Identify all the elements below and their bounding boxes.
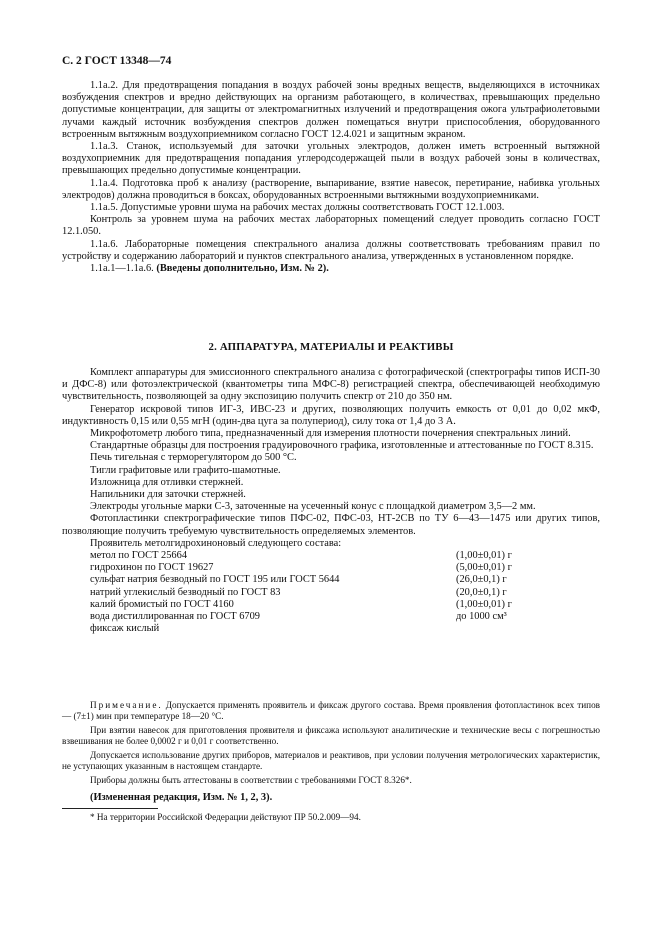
table-row: [90, 550, 512, 562]
paragraph-spectral-kit: Комплект аппаратуры для эмиссионного спектрального анализа с фотографической (спектрографы типов ИСП-30 и ДФС-8) или фотоэлектрической (квантометры типа МФС-8) регистрацией спектра, обеспечивающей необходимую чувствительность, позволяющей за одну экспозицию получить спектр от 210 до 350 нм.: [62, 367, 600, 403]
paragraph-alternatives: Допускается использование других приборов, материалов и реактивов, при условии получения метрологических характеристик, не уступающих указанным в настоящем стандарте.: [62, 750, 600, 771]
paragraph-mold: Изложница для отливки стержней.: [90, 476, 244, 488]
table-row: [90, 623, 512, 635]
component-amount: (26,0±0,1) г: [456, 574, 507, 586]
note-paragraph: [62, 700, 600, 722]
table-row: [90, 574, 512, 586]
paragraph-1-1a-5: 1.1а.5. Допустимые уровни шума на рабочих местах должны соответствовать ГОСТ 12.1.003.: [90, 202, 505, 214]
footnote: * На территории Российской Федерации действуют ПР 50.2.009—94.: [90, 812, 361, 822]
paragraph-certification: Приборы должны быть аттестованы в соответствии с требованиями ГОСТ 8.326*.: [90, 775, 412, 785]
amendment-1-note: (Введены дополнительно, Изм. № 2).: [156, 263, 329, 275]
footnote-divider: [62, 808, 158, 809]
paragraph-1-1a-2: 1.1а.2. Для предотвращения попадания в воздух рабочей зоны вредных веществ, выделяющихся в источниках возбуждения спектров и вредно действующих на организм работающего, в количествах, превышающих предельно допустимые концентрации, для защиты от электромагнитных излучений и предотвращения ожога ультрафиолетовыми лучами каждый источник возбуждения спектров должен помещаться внутри приспособления, оборудованного встроенным вытяжным воздухоприемником согласно ГОСТ 12.4.021 и защитным экраном.: [62, 80, 600, 140]
component-name: гидрохинон по ГОСТ 19627: [90, 562, 214, 574]
component-amount: (5,00±0,01) г: [456, 562, 512, 574]
paragraph-electrodes: Электроды угольные марки С-3, заточенные на усеченный конус с площадкой диаметром 3,5—2 мм.: [90, 501, 536, 513]
paragraph-developer-intro: Проявитель метолгидрохиноновый следующего состава:: [90, 537, 342, 549]
table-row: [90, 599, 512, 611]
paragraph-crucibles: Тигли графитовые или графито-шамотные.: [90, 464, 281, 476]
paragraph-standard-samples: Стандартные образцы для построения градуировочного графика, изготовленные и аттестованные по ГОСТ 8.315.: [90, 440, 594, 452]
notes-block: [62, 700, 600, 806]
note-label: Примечание.: [90, 700, 163, 710]
paragraph-noise-control: Контроль за уровнем шума на рабочих местах лабораторных помещений следует проводить согласно ГОСТ 12.1.050.: [62, 214, 600, 238]
page-header: С. 2 ГОСТ 13348—74: [62, 55, 172, 67]
safety-requirements-block: [62, 80, 600, 275]
paragraph-microphotometer: Микрофотометр любого типа, предназначенный для измерения плотности почернения спектральных линий.: [90, 428, 571, 440]
component-amount: (1,00±0,01) г: [456, 550, 512, 562]
paragraph-1-1a-3: 1.1а.3. Станок, используемый для заточки угольных электродов, должен иметь встроенный вытяжной воздухоприемник для предотвращения попадания углеродсодержащей пыли в воздух рабочей зоны в количествах, превышающих предельно допустимые концентрации.: [62, 141, 600, 177]
component-name: калий бромистый по ГОСТ 4160: [90, 598, 234, 610]
paragraph-furnace: Печь тигельная с терморегулятором до 500 °С.: [90, 452, 297, 464]
component-name: фиксаж кислый: [90, 623, 160, 635]
amendment-2-note: (Измененная редакция, Изм. № 1, 2, 3).: [90, 792, 273, 803]
component-name: метол по ГОСТ 25664: [90, 550, 188, 562]
component-name: сульфат натрия безводный по ГОСТ 195 или ГОСТ 5644: [90, 574, 340, 586]
component-amount: до 1000 см³: [456, 611, 507, 623]
table-row: [90, 587, 512, 599]
section-title: 2. АППАРАТУРА, МАТЕРИАЛЫ И РЕАКТИВЫ: [208, 341, 454, 353]
component-name: натрий углекислый безводный по ГОСТ 83: [90, 586, 281, 598]
paragraph-files: Напильники для заточки стержней.: [90, 489, 246, 501]
component-amount: [456, 623, 512, 635]
paragraph-generator: Генератор искровой типов ИГ-3, ИВС-23 и других, позволяющих получить емкость от 0,01 до 0,02 мкФ, индуктивность 0,15 или 0,55 мгН (один-два цуга за полупериод), силу тока от 1,4 до 3 А.: [62, 403, 600, 427]
component-amount: (1,00±0,01) г: [456, 598, 512, 610]
paragraph-amendment-1: [62, 263, 600, 275]
equipment-block: [62, 367, 600, 635]
note-text: Допускается применять проявитель и фиксаж другого состава. Время проявления фотопластинок всех типов — (7±1) мин при температуре 18—20 °С.: [62, 700, 601, 721]
paragraph-weighing: При взятии навесок для приготовления проявителя и фиксажа используют аналитические и технические весы с погрешностью взвешивания не более 0,0002 г и 0,01 г соответственно.: [62, 725, 600, 746]
paragraph-1-1a-4: 1.1а.4. Подготовка проб к анализу (растворение, выпаривание, взятие навесок, перетирание, набивка угольных электродов) должна проводиться в боксах, оборудованных встроенными вытяжными воздухоприемниками.: [62, 177, 600, 201]
table-row: [90, 562, 512, 574]
component-amount: (20,0±0,1) г: [456, 586, 507, 598]
paragraph-1-1a-6: 1.1а.6. Лабораторные помещения спектрального анализа должны соответствовать требованиям правил по устройству и содержанию лабораторий и пунктов спектрального анализа, утвержденных в установленном порядке.: [62, 238, 600, 262]
component-name: вода дистиллированная по ГОСТ 6709: [90, 611, 260, 623]
developer-composition-table: [90, 550, 512, 635]
table-row: [90, 611, 512, 623]
paragraph-photoplates: Фотопластинки спектрографические типов ПФС-02, ПФС-03, НТ-2СВ по ТУ 6—43—1475 или других типов, позволяющие получить требуемую чувствительность определяемых элементов.: [62, 513, 600, 537]
amendment-1-prefix: 1.1а.1—1.1а.6.: [90, 263, 154, 275]
